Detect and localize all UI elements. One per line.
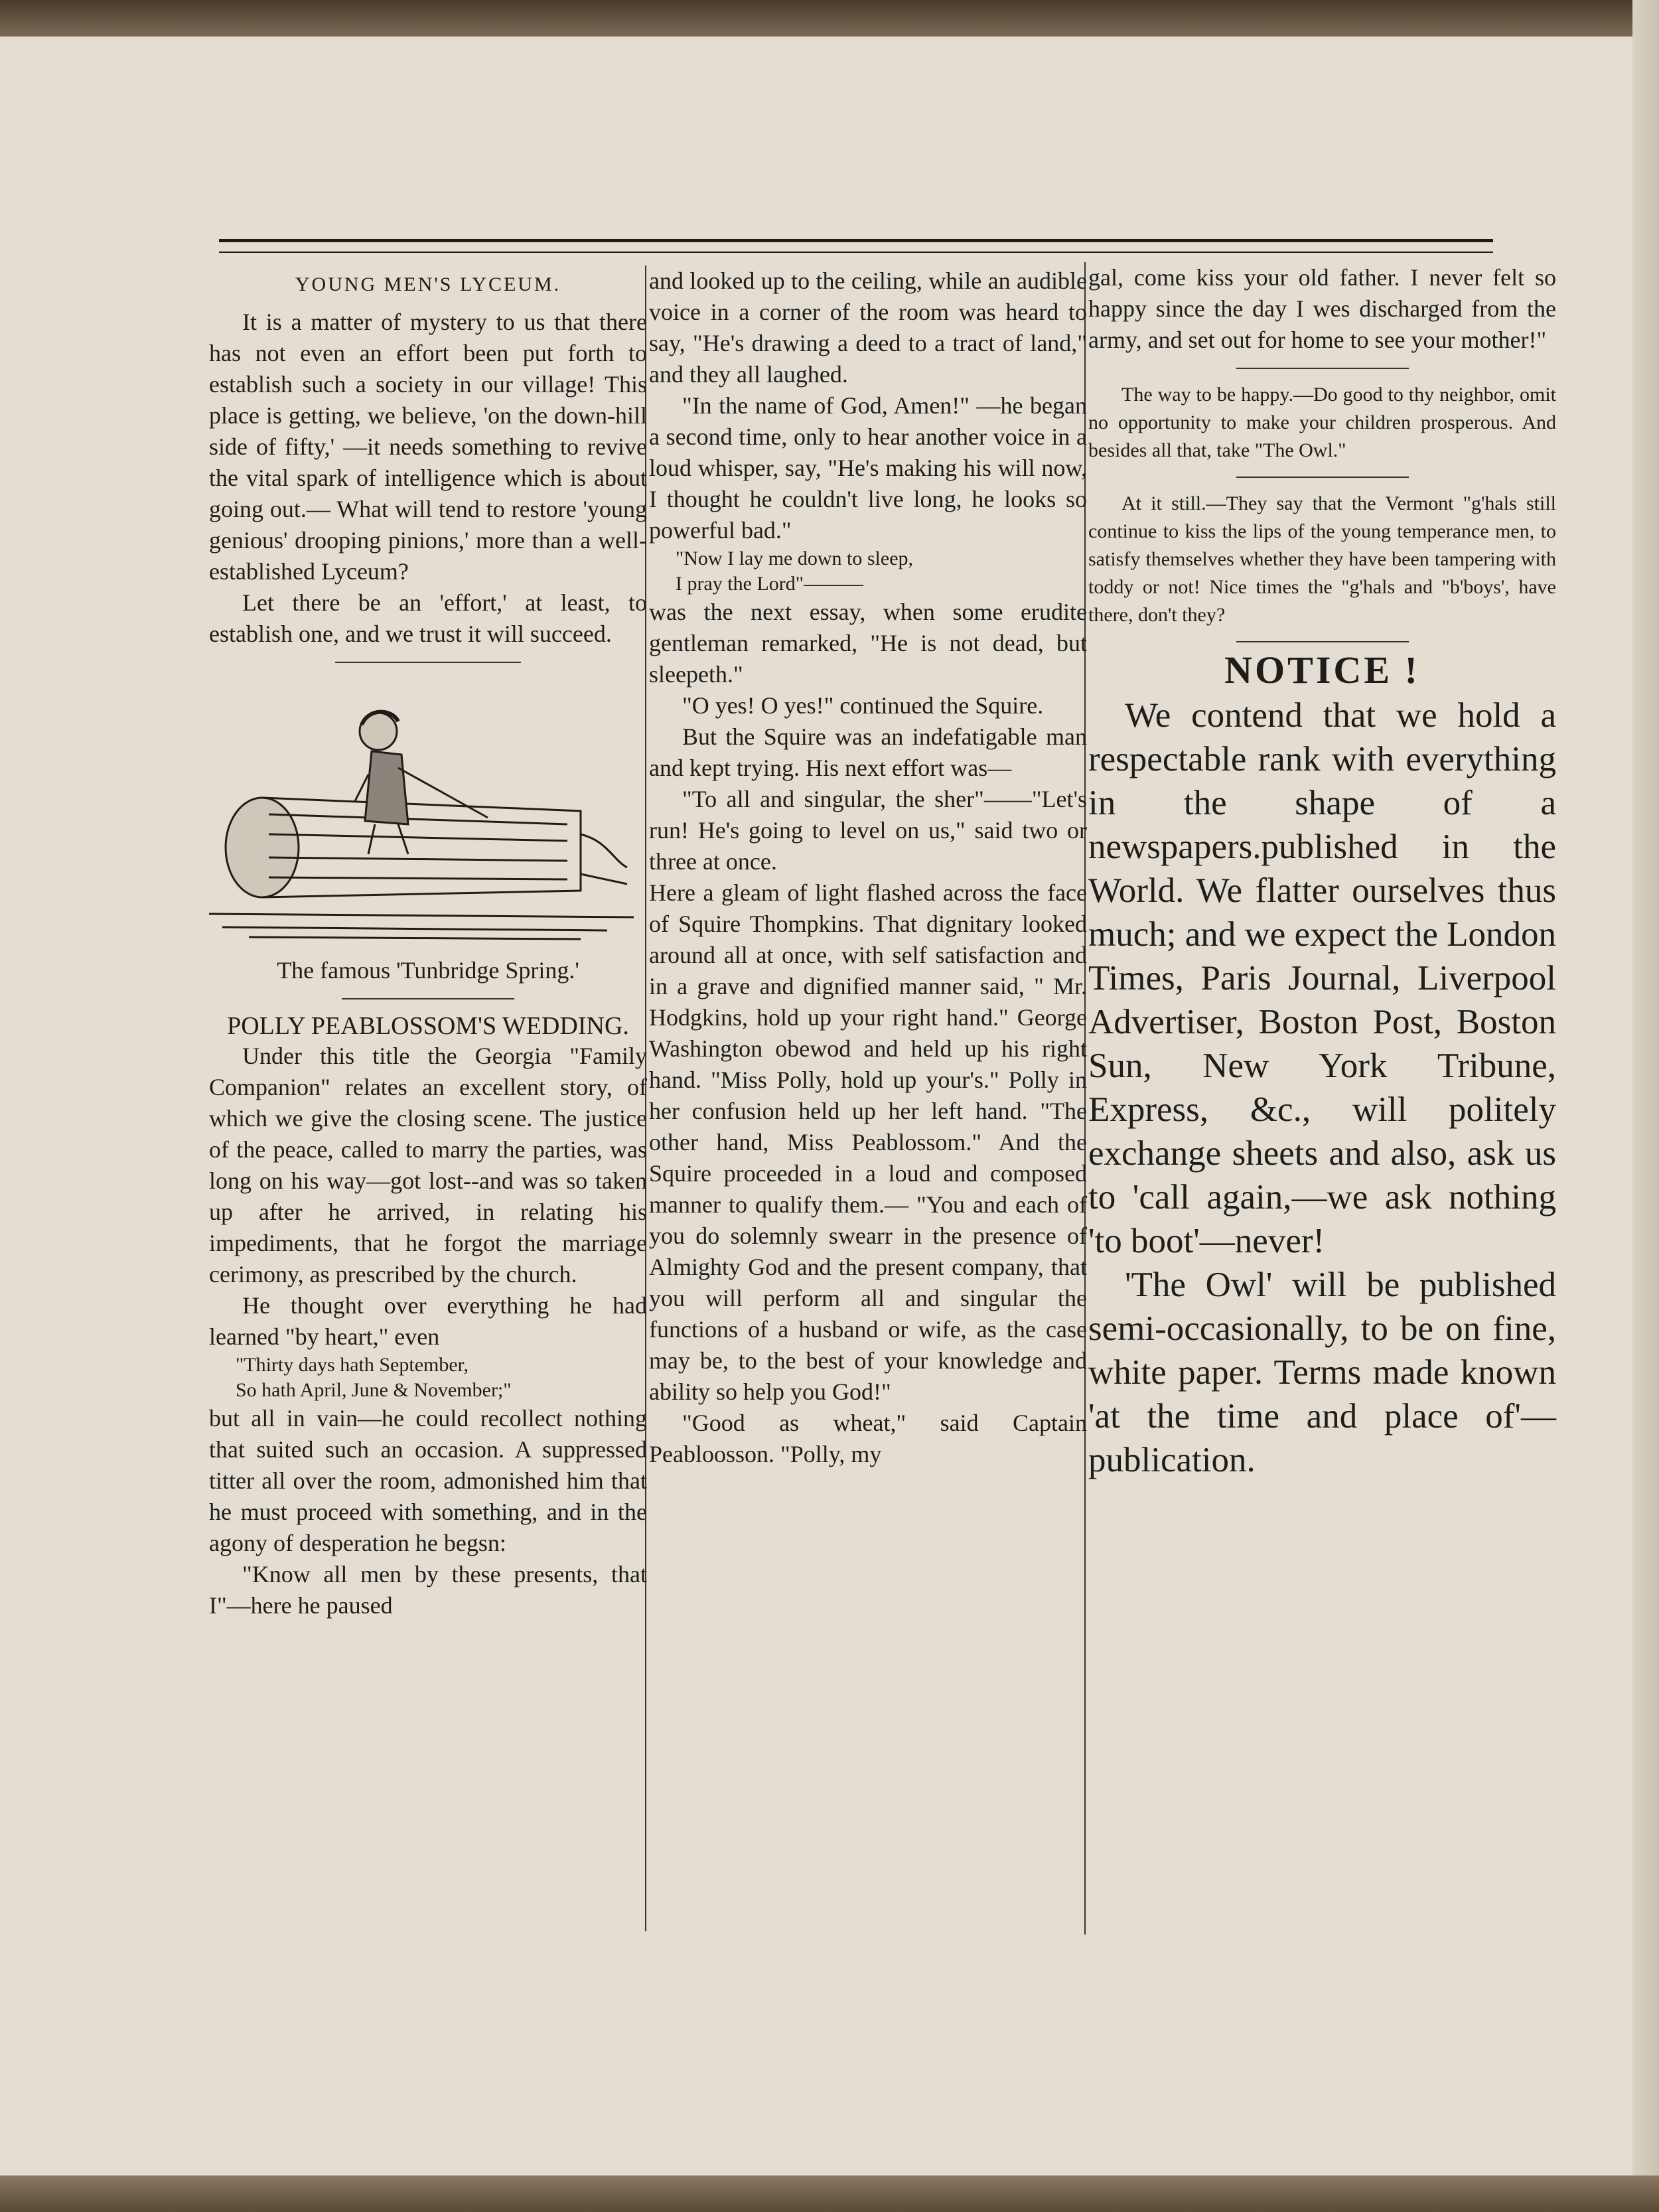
story-paragraph: and looked up to the ceiling, while an audible voice in a corner of the room was heard to say, "He's drawing a deed to a tract of land," and they all laughed. [649, 267, 1087, 388]
verse-line: "Thirty days hath September, [236, 1354, 469, 1376]
section-divider [335, 662, 521, 663]
story-title: POLLY PEABLOSSOM'S WEDDING. [227, 1012, 629, 1040]
lyceum-paragraph: It is a matter of mystery to us that there has not even an effort been put forth to establish such a society in our village! This place is getting, we believe, 'on the down-hill side of fifty,' —it needs something to revive the vital spark of intelligence which is about going out.— What will tend to restore 'young genious' drooping pinions,' more than a well-established Lyceum? [209, 309, 647, 585]
notice-paragraph: 'The Owl' will be published semi-occasionally, to be on fine, white paper. Terms made known 'at the time and place of'—publication. [1088, 1266, 1556, 1479]
story-paragraph: gal, come kiss your old father. I never felt so happy since the day I wes discharged from the army, and set out for home to see your mother!" [1088, 264, 1556, 353]
section-divider [342, 998, 514, 999]
column-2 [649, 265, 1087, 1470]
story-paragraph: Under this title the Georgia "Family Companion" relates an excellent story, of which we give the closing scene. The justice of the peace, called to marry the parties, was long on his way—got lost--and was so taken up after he arrived, in relating his impediments, that he forgot the marriage cerimony, as prescribed by the church. [209, 1043, 647, 1288]
story-paragraph: but all in vain—he could recollect nothing that suited such an occasion. A suppressed titter all over the room, admonished him that he must proceed with something, and in the agony of desperation he begsn: [209, 1405, 647, 1556]
story-paragraph: Here a gleam of light flashed across the face of Squire Thompkins. That dignitary looked around all at once, with self satisfaction and in a grave and dignified manner said, " Mr. Hodgkins, hold up your right hand." George Washington obewod and held up his right hand. "Miss Polly, hold up your's." Polly in her confusion held up her left hand. "The other hand, Miss Peablossom." And the Squire proceeded in a loud and composed manner to qualify them.— "You and each of you do solemnly swearr in the presence of Almighty God and the present company, that you will perform all and singular the functions of a husband or wife, as the case may be, to the best of your knowledge and ability so help you God!" [649, 879, 1087, 1405]
page-edge-bottom [0, 2175, 1659, 2212]
verse-line: I pray the Lord"——— [676, 573, 864, 595]
story-paragraph: "Know all men by these presents, that I"—here he paused [209, 1561, 647, 1619]
story-paragraph: "In the name of God, Amen!" —he began a second time, only to hear another voice in a loud whisper, say, "He's making his will now, I thought he couldn't live long, he looks so powerful bad." [649, 392, 1087, 544]
top-double-rule [219, 239, 1493, 253]
section-divider [1236, 641, 1409, 642]
story-paragraph: But the Squire was an indefatigable man and kept trying. His next effort was— [649, 723, 1087, 781]
story-paragraph: He thought over everything he had learned "by heart," even [209, 1292, 647, 1350]
notice-heading: NOTICE ! [1224, 648, 1420, 692]
verse-line: So hath April, June & November;" [236, 1379, 512, 1401]
happy-paragraph: The way to be happy.—Do good to thy neighbor, omit no opportunity to make your children prosperous. And besides all that, take "The Owl." [1088, 384, 1556, 461]
story-paragraph: "O yes! O yes!" continued the Squire. [682, 692, 1044, 719]
column-3 [1088, 262, 1556, 1482]
story-paragraph: "To all and singular, the sher"——"Let's run! He's going to level on us," said two or three at once. [649, 786, 1087, 875]
section-divider [1236, 368, 1409, 369]
page-edge-top [0, 0, 1659, 37]
lyceum-paragraph: Let there be an 'effort,' at least, to establish one, and we trust it will succeed. [209, 589, 647, 647]
notice-body [1088, 694, 1556, 1482]
notice-paragraph: We contend that we hold a respectable rank with everything in the shape of a newspapers.published in the World. We flatter ourselves thus much; and we expect the London Times, Paris Journal, Liverpool Advertiser, Boston Post, Boston Sun, New York Tribune, Express, &c., will politely exchange sheets and also, ask us to 'call again,—we ask nothing 'to boot'—never! [1088, 696, 1556, 1260]
tunbridge-spring-woodcut [209, 701, 634, 940]
woodcut-caption: The famous 'Tunbridge Spring.' [277, 957, 579, 984]
page-edge-right [1632, 0, 1659, 2212]
lyceum-heading: YOUNG MEN'S LYCEUM. [295, 273, 561, 295]
still-paragraph: At it still.—They say that the Vermont "g'hals still continue to kiss the lips of the young temperance men, to satisfy themselves whether they have been tampering with toddy or not! Nice times the "g'hals and "b'boys', have there, don't they? [1088, 492, 1556, 626]
story-paragraph: "Good as wheat," said Captain Peabloosson. "Polly, my [649, 1410, 1087, 1467]
story-paragraph: was the next essay, when some erudite gentleman remarked, "He is not dead, but sleepeth." [649, 599, 1087, 688]
verse-line: "Now I lay me down to sleep, [676, 548, 914, 569]
section-divider [1236, 477, 1409, 478]
column-1 [209, 269, 647, 1621]
